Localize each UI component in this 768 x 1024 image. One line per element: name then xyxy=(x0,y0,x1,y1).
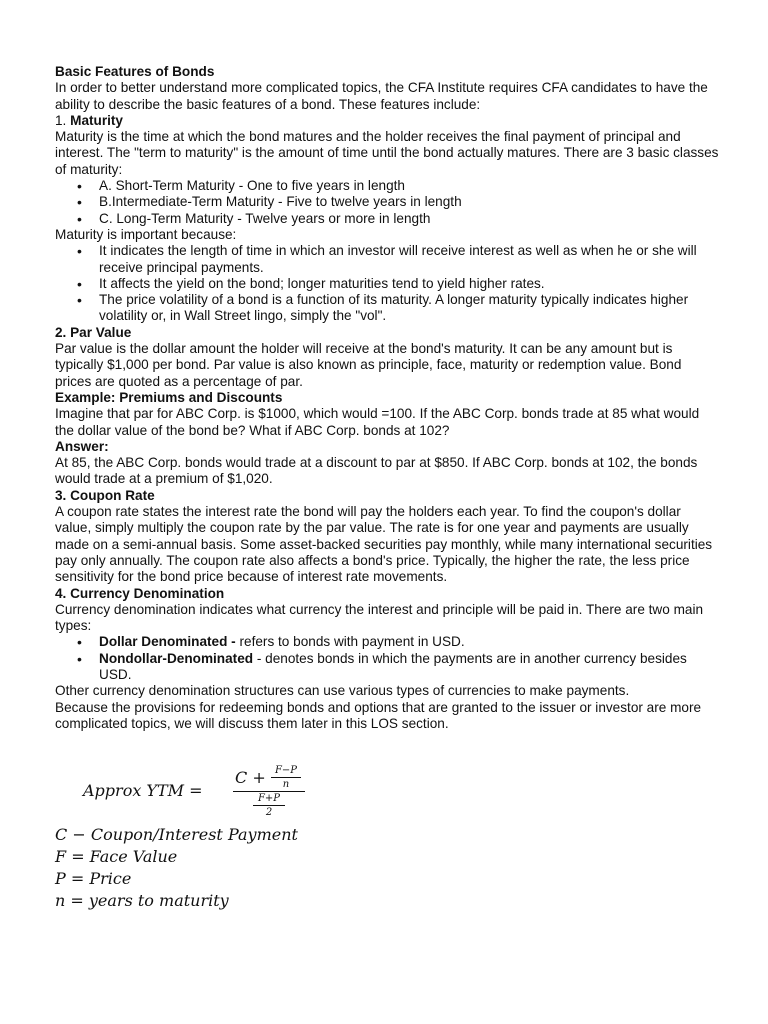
example-paragraph: Imagine that par for ABC Corp. is $1000, which would =100. If the ABC Corp. bonds trade at 85 what would the dollar value of the bond be? What if ABC Corp. bonds at 102? xyxy=(55,406,700,438)
inner-fraction: F−P n xyxy=(271,765,301,790)
fraction-bar xyxy=(233,791,305,792)
currency-paragraph: Currency denomination indicates what currency the interest and principle will be paid in. There are two main types: xyxy=(55,601,704,634)
list-item: • Nondollar-Denominated - denotes bonds in which the payments are in another currency besides USD. xyxy=(99,651,720,684)
list-item: • Dollar Denominated - refers to bonds with payment in USD. xyxy=(99,634,720,650)
intro-paragraph: In order to better understand more complicated topics, the CFA Institute requires CFA candidates to have the ability to describe the basic features of a bond. These features include: xyxy=(55,80,708,112)
answer-heading: Answer: xyxy=(55,438,109,454)
currency-types-list xyxy=(55,634,720,683)
closing-paragraph: Because the provisions for redeeming bonds and options that are granted to the issuer or investor are more complicated topics, we will discuss them later in this LOS section. xyxy=(55,699,702,731)
definition-price: P = Price xyxy=(55,869,132,888)
formula-lhs: Approx YTM = xyxy=(83,781,203,800)
par-value-paragraph: Par value is the dollar amount the holder will receive at the bond's maturity. It can be any amount but is typically $1,000 per bond. Par value is also known as principle, face, maturity or redemption value. Bond prices are quoted as a percentage of par. xyxy=(55,341,682,389)
list-item: • C. Long-Term Maturity - Twelve years or more in length xyxy=(99,211,720,227)
document-body xyxy=(55,64,720,732)
maturity-importance-intro: Maturity is important because: xyxy=(55,226,237,242)
fraction-bar xyxy=(271,777,301,778)
list-item: • B.Intermediate-Term Maturity - Five to twelve years in length xyxy=(99,194,720,210)
ytm-formula xyxy=(83,760,343,830)
example-heading: Example: Premiums and Discounts xyxy=(55,389,283,405)
numerator-coupon: C + xyxy=(235,768,266,787)
formula-definitions xyxy=(55,824,298,912)
definition-years: n = years to maturity xyxy=(55,891,229,910)
list-item: • A. Short-Term Maturity - One to five years in length xyxy=(99,178,720,194)
list-item: • It indicates the length of time in which an investor will receive interest as well as when he or she will receive principal payments. xyxy=(99,243,720,276)
section-par-value-heading: 2. Par Value xyxy=(55,324,132,340)
section-currency-heading: 4. Currency Denomination xyxy=(55,585,225,601)
list-item: • The price volatility of a bond is a function of its maturity. A longer maturity typically indicates higher volatility or, in Wall Street lingo, simply the "vol". xyxy=(99,292,720,325)
list-item: • It affects the yield on the bond; longer maturities tend to yield higher rates. xyxy=(99,276,720,292)
section-coupon-rate-heading: 3. Coupon Rate xyxy=(55,487,155,503)
answer-paragraph: At 85, the ABC Corp. bonds would trade at a discount to par at $850. If ABC Corp. bonds at 102, the bonds would trade at a premium of $1,020. xyxy=(55,455,698,487)
main-fraction xyxy=(233,760,305,824)
maturity-paragraph: Maturity is the time at which the bond matures and the holder receives the final payment of principal and interest. The "term to maturity" is the amount of time until the bond actually matures. There are 3 basic classes of maturity: xyxy=(55,129,719,177)
document-title: Basic Features of Bonds xyxy=(55,64,215,79)
fraction-bar xyxy=(253,805,285,806)
other-currency-paragraph: Other currency denomination structures can use various types of currencies to make payments. xyxy=(55,683,630,699)
definition-face-value: F = Face Value xyxy=(55,847,178,866)
section-maturity-heading: 1. Maturity xyxy=(55,112,123,128)
definition-coupon: C − Coupon/Interest Payment xyxy=(55,825,298,844)
coupon-rate-paragraph: A coupon rate states the interest rate the bond will pay the holders each year. To find the coupon's dollar value, simply multiply the coupon rate by the par value. The rate is for one year and payments are usually made on a semi-annual basis. Some asset-backed securities pay monthly, while many international securities pay only annually. The coupon rate also affects a bond's price. Typically, the higher the rate, the less price sensitivity for the bond price because of interest rate movements. xyxy=(55,504,713,585)
denominator-fraction: F+P 2 xyxy=(253,793,285,818)
maturity-classes-list xyxy=(55,178,720,227)
maturity-reasons-list xyxy=(55,243,720,324)
